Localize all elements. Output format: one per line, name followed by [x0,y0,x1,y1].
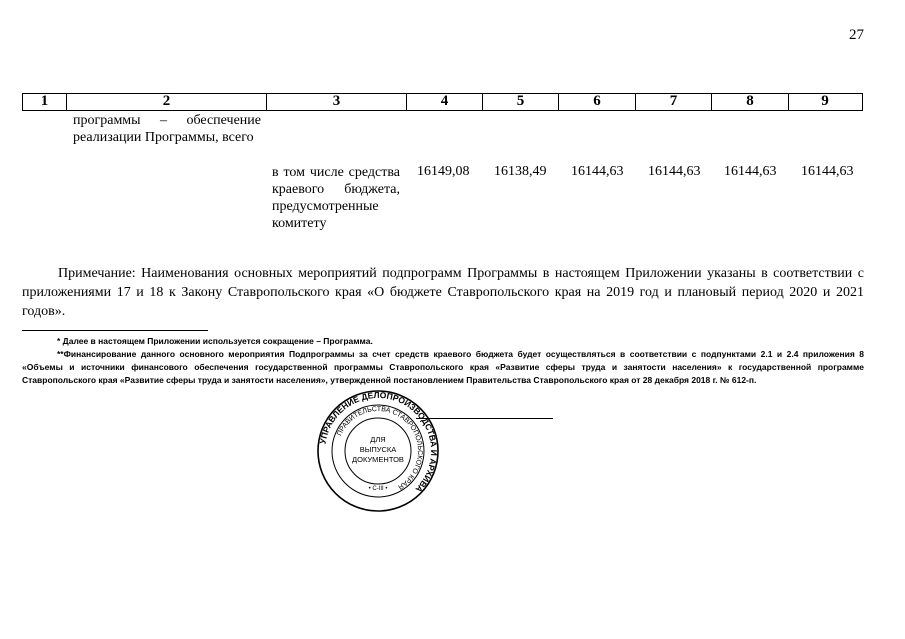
header-cell-1: 1 [23,94,67,110]
value-cell-4: 16149,08 [417,164,470,179]
stamp-inner-text: ПРАВИТЕЛЬСТВА СТАВРОПОЛЬСКОГО КРАЯ [336,405,424,491]
including-funds-cell: в том числе средства краевого бюджета, предусмотренные комитету [272,165,400,231]
header-cell-6: 6 [559,94,636,110]
header-cell-3: 3 [267,94,407,110]
official-stamp [316,389,440,513]
stamp-center-line-1: ДЛЯ [370,435,386,444]
header-cell-8: 8 [712,94,789,110]
footnote-1: * Далее в настоящем Приложении используется сокращение – Программа. [57,336,373,346]
footnote-2: **Финансирование данного основного мероприятия Подпрограммы за счет средств краевого бюджета будет осуществляться в соответствии с подпунктами 2.1 и 2.4 приложения 8 «Объемы и источники финансового обеспечения государственной программы Ставропольского края «Развитие сферы труда и занятости населения» к государственной программе Ставропольского края «Развитие сферы труда и занятости населения», утвержденной постановлением Правительства Ставропольского края от 28 декабря 2018 г. № 612-п. [22,349,864,385]
value-cell-9: 16144,63 [801,164,854,179]
stamp-code: • С-III • [368,486,388,492]
header-cell-2: 2 [67,94,267,110]
stamp-center-line-2: ВЫПУСКА [359,445,397,454]
value-cell-8: 16144,63 [724,164,777,179]
stamp-center-line-3: ДОКУМЕНТОВ [352,455,404,464]
value-cell-7: 16144,63 [648,164,701,179]
header-cell-9: 9 [821,93,829,109]
note-paragraph: Примечание: Наименования основных мероприятий подпрограмм Программы в настоящем Приложении указаны в соответствии с приложениями 17 и 18 к Закону Ставропольского края «О бюджете Ставропольского края на 2019 год и плановый период 2020 и 2021 годов». [22,266,864,319]
header-cell-5: 5 [483,94,559,110]
page-number: 27 [849,27,864,43]
footnote-divider [22,330,208,331]
value-cell-6: 16144,63 [571,164,624,179]
table-header-row [22,93,863,111]
program-name-cell: программы – обеспечение реализации Программы, всего [73,113,261,145]
stamp-outer-text: УПРАВЛЕНИЕ ДЕЛОПРОИЗВОДСТВА И АРХИВА [317,389,440,495]
header-cell-4: 4 [407,94,483,110]
header-cell-7: 7 [636,94,712,110]
value-cell-5: 16138,49 [494,164,547,179]
